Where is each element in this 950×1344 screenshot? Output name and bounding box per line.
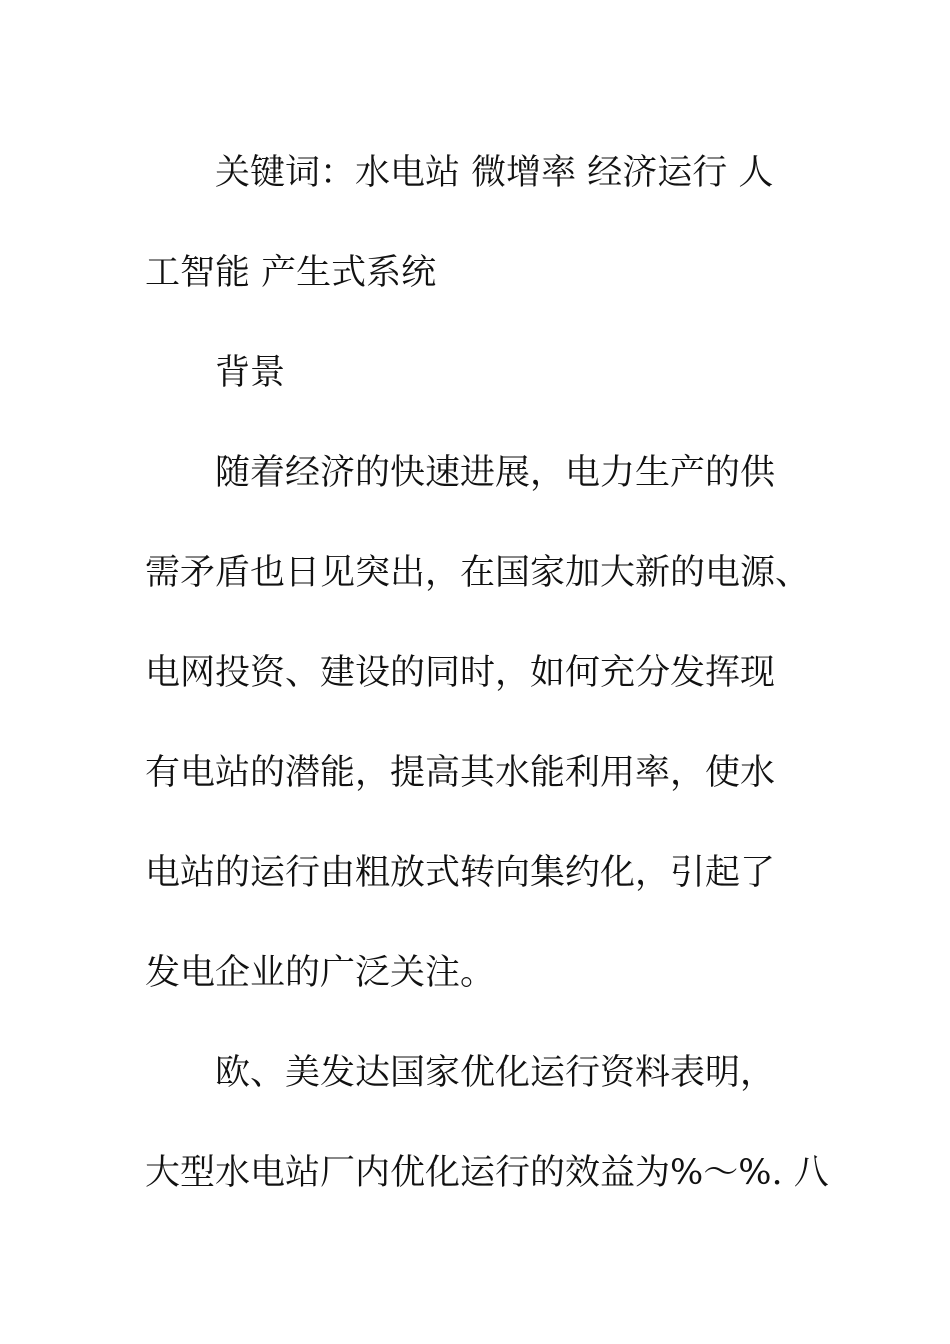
section-heading: 背景 [215,353,286,393]
paragraph-line: 电网投资、建设的同时，如何充分发挥现 [145,653,776,693]
paragraph-line: 发电企业的广泛关注。 [145,953,496,993]
paragraph-line: 需矛盾也日见突出，在国家加大新的电源、 [145,553,811,593]
paragraph-line: 大型水电站厂内优化运行的效益为%～%. 八 [145,1153,829,1193]
document-body [145,123,829,1223]
paragraph-line: 欧、美发达国家优化运行资料表明， [215,1053,776,1093]
keywords-line: 关键词：水电站 微增率 经济运行 人 [215,153,774,193]
paragraph-line: 有电站的潜能，提高其水能利用率，使水 [145,753,776,793]
paragraph-line: 随着经济的快速进展，电力生产的供 [215,453,776,493]
paragraph-line: 电站的运行由粗放式转向集约化，引起了 [145,853,776,893]
keywords-line-continued: 工智能 产生式系统 [145,253,437,293]
